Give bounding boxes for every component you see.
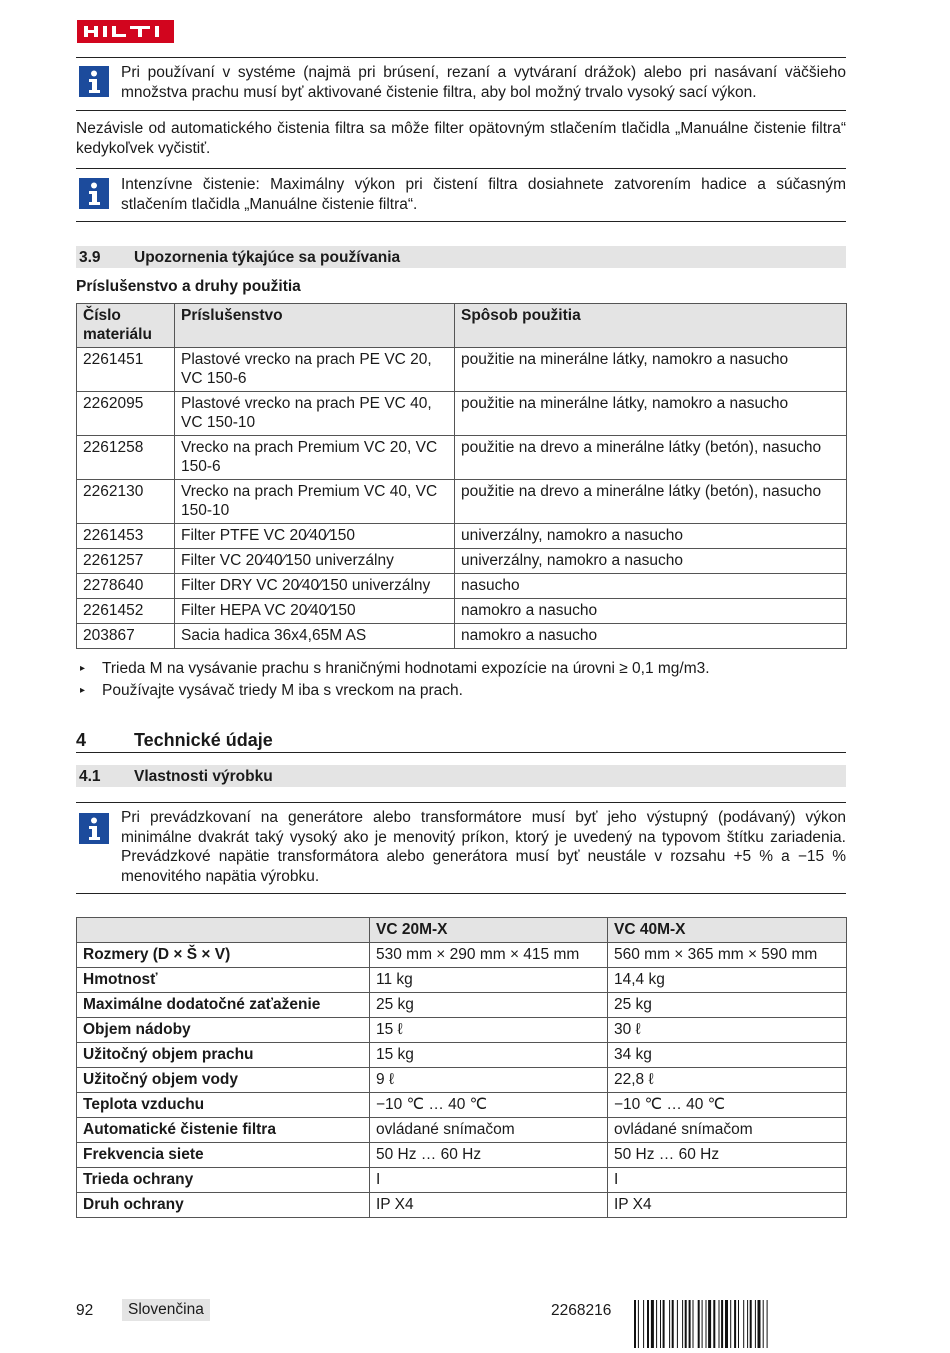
usage: použitie na minerálne látky, namokro a nasucho [455, 348, 847, 392]
bullet-text: Trieda M na vysávanie prachu s hraničnými hodnotami expozície na úrovni ≥ 0,1 mg/m3. [102, 660, 710, 677]
table-row [77, 1043, 847, 1068]
spec-value: 11 kg [370, 968, 608, 993]
column-header: VC 20M-X [370, 918, 608, 943]
spec-label: Užitočný objem vody [77, 1068, 370, 1093]
info-note-1-text: Pri používaní v systéme (najmä pri brúsení, rezaní a vytváraní drážok) alebo pri nasávaní väčšieho množstva prachu musí byť aktivované čistenie filtra, aby bol možný trvalo vysoký sací výkon. [121, 64, 846, 101]
spec-value: 9 ℓ [370, 1068, 608, 1093]
usage: univerzálny, namokro a nasucho [455, 524, 847, 549]
accessory-name: Filter DRY VC 20⁄40⁄150 univerzálny [175, 574, 455, 599]
material-number: 2261451 [77, 348, 175, 392]
spec-value: 560 mm × 365 mm × 590 mm [608, 943, 847, 968]
material-number: 2261453 [77, 524, 175, 549]
accessory-name: Plastové vrecko na prach PE VC 20, VC 150-6 [175, 348, 455, 392]
bullet-text: Používajte vysávač triedy M iba s vreckom na prach. [102, 682, 463, 699]
table-row [77, 1068, 847, 1093]
spec-label: Automatické čistenie filtra [77, 1118, 370, 1143]
info-note-1 [76, 57, 846, 111]
material-number: 2261452 [77, 599, 175, 624]
spec-value: 15 ℓ [370, 1018, 608, 1043]
spec-label: Frekvencia siete [77, 1143, 370, 1168]
table-header-row [77, 304, 847, 348]
usage: univerzálny, namokro a nasucho [455, 549, 847, 574]
spec-value: ovládané snímačom [370, 1118, 608, 1143]
spec-label: Objem nádoby [77, 1018, 370, 1043]
accessory-name: Vrecko na prach Premium VC 40, VC 150-10 [175, 480, 455, 524]
material-number: 2262130 [77, 480, 175, 524]
info-note-3 [76, 802, 846, 894]
section-number: 3.9 [79, 249, 101, 266]
table-row [77, 480, 847, 524]
spec-label: Užitočný objem prachu [77, 1043, 370, 1068]
info-note-2 [76, 168, 846, 222]
table-row [77, 1143, 847, 1168]
spec-value: 34 kg [608, 1043, 847, 1068]
language-label: Slovenčina [122, 1299, 210, 1321]
spec-label: Teplota vzduchu [77, 1093, 370, 1118]
table-row [77, 993, 847, 1018]
accessory-name: Plastové vrecko na prach PE VC 40, VC 150-10 [175, 392, 455, 436]
paragraph-manual-cleaning: Nezávisle od automatického čistenia filtra sa môže filter opätovným stlačením tlačidla „Manuálne čistenie filtra“ kedykoľvek vyčistiť. [76, 120, 846, 157]
material-number: 2278640 [77, 574, 175, 599]
spec-value: 25 kg [608, 993, 847, 1018]
usage: použitie na drevo a minerálne látky (betón), nasucho [455, 436, 847, 480]
table-row [77, 1193, 847, 1218]
column-header [77, 918, 370, 943]
accessory-name: Sacia hadica 36x4,65M AS [175, 624, 455, 649]
spec-label: Druh ochrany [77, 1193, 370, 1218]
chapter-heading-4 [76, 730, 846, 753]
info-icon [79, 178, 109, 209]
section-number: 4.1 [79, 768, 101, 785]
info-note-3-text: Pri prevádzkovaní na generátore alebo transformátore musí byť jeho výstupný (podávaný) výkon minimálne dvakrát taký vysoký ako je menovitý príkon, ktorý je uvedený na typovom štítku zariadenia. Prevádzkové napätie transformátora alebo generátora musí byť neustále v rozsahu +5 % a −15 % menovitého napätia výrobku. [121, 809, 846, 885]
spec-value: ovládané snímačom [608, 1118, 847, 1143]
accessories-heading: Príslušenstvo a druhy použitia [76, 278, 301, 295]
spec-value: 22,8 ℓ [608, 1068, 847, 1093]
table-row [77, 348, 847, 392]
accessory-name: Filter PTFE VC 20⁄40⁄150 [175, 524, 455, 549]
material-number: 203867 [77, 624, 175, 649]
table-row [77, 624, 847, 649]
hilti-logo [77, 20, 174, 43]
barcode [634, 1300, 846, 1348]
spec-value: 50 Hz … 60 Hz [608, 1143, 847, 1168]
accessory-name: Filter HEPA VC 20⁄40⁄150 [175, 599, 455, 624]
spec-value: 14,4 kg [608, 968, 847, 993]
chapter-title: Technické údaje [134, 730, 273, 750]
spec-value: I [370, 1168, 608, 1193]
table-row [77, 1018, 847, 1043]
column-header: Príslušenstvo [175, 304, 455, 348]
column-header: Číslo materiálu [77, 304, 175, 348]
specifications-table [76, 917, 847, 1218]
usage: použitie na minerálne látky, namokro a nasucho [455, 392, 847, 436]
table-row [77, 943, 847, 968]
table-row [77, 574, 847, 599]
usage: nasucho [455, 574, 847, 599]
spec-value: 25 kg [370, 993, 608, 1018]
table-row [77, 1093, 847, 1118]
table-row [77, 1168, 847, 1193]
usage: namokro a nasucho [455, 599, 847, 624]
spec-value: −10 ℃ … 40 ℃ [608, 1093, 847, 1118]
bullet-arrow-icon: ▸ [80, 663, 86, 674]
accessories-table [76, 303, 847, 649]
table-row [77, 968, 847, 993]
spec-label: Hmotnosť [77, 968, 370, 993]
table-header-row [77, 918, 847, 943]
page-number: 92 [76, 1302, 94, 1319]
table-row [77, 524, 847, 549]
section-heading-3-9 [76, 246, 846, 268]
section-title: Vlastnosti výrobku [134, 768, 273, 785]
spec-label: Trieda ochrany [77, 1168, 370, 1193]
info-icon [79, 66, 109, 97]
material-number: 2262095 [77, 392, 175, 436]
material-number: 2261258 [77, 436, 175, 480]
spec-label: Rozmery (D × Š × V) [77, 943, 370, 968]
column-header: Spôsob použitia [455, 304, 847, 348]
spec-value: 50 Hz … 60 Hz [370, 1143, 608, 1168]
spec-value: 30 ℓ [608, 1018, 847, 1043]
info-icon [79, 813, 109, 844]
document-number: 2268216 [551, 1302, 612, 1319]
table-row [77, 392, 847, 436]
accessory-name: Vrecko na prach Premium VC 20, VC 150-6 [175, 436, 455, 480]
spec-label: Maximálne dodatočné zaťaženie [77, 993, 370, 1018]
bullet-arrow-icon: ▸ [80, 685, 86, 696]
info-note-2-text: Intenzívne čistenie: Maximálny výkon pri čistení filtra dosiahnete zatvorením hadice a súčasným stlačením tlačidla „Manuálne čistenie filtra“. [121, 176, 846, 213]
usage: použitie na drevo a minerálne látky (betón), nasucho [455, 480, 847, 524]
section-title: Upozornenia týkajúce sa používania [134, 249, 401, 266]
table-row [77, 549, 847, 574]
section-heading-4-1 [76, 765, 846, 787]
chapter-number: 4 [76, 730, 87, 750]
table-row [77, 436, 847, 480]
table-row [77, 599, 847, 624]
accessory-name: Filter VC 20⁄40⁄150 univerzálny [175, 549, 455, 574]
spec-value: IP X4 [370, 1193, 608, 1218]
column-header: VC 40M-X [608, 918, 847, 943]
spec-value: I [608, 1168, 847, 1193]
spec-value: 15 kg [370, 1043, 608, 1068]
table-row [77, 1118, 847, 1143]
spec-value: −10 ℃ … 40 ℃ [370, 1093, 608, 1118]
usage: namokro a nasucho [455, 624, 847, 649]
spec-value: 530 mm × 290 mm × 415 mm [370, 943, 608, 968]
spec-value: IP X4 [608, 1193, 847, 1218]
material-number: 2261257 [77, 549, 175, 574]
